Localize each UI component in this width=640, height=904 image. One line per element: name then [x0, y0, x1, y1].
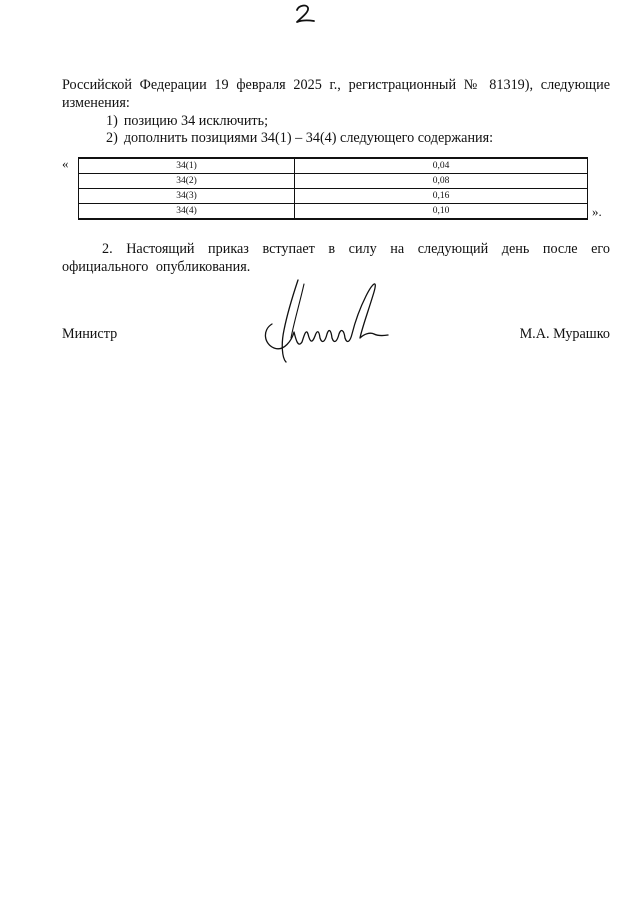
intro-paragraph: Российской Федерации 19 февраля 2025 г., регистрационный № 81319), следующие изменения: [62, 77, 610, 111]
change-item-2 [106, 129, 493, 147]
table-cell-position: 34(2) [79, 174, 295, 189]
change-item-text: позицию 34 исключить; [123, 113, 269, 129]
table-cell-value: 0,16 [295, 189, 588, 204]
closing-quote: ». [592, 204, 602, 219]
signature-block [62, 326, 610, 346]
table-cell-position: 34(3) [79, 189, 295, 204]
change-item-1 [106, 112, 268, 130]
change-item-text: дополнить позициями 34(1) – 34(4) следующего содержания: [123, 130, 494, 146]
table-cell-value: 0,08 [295, 174, 588, 189]
change-item-number: 2) [106, 130, 118, 146]
table-cell-position: 34(4) [79, 204, 295, 220]
table-cell-value: 0,04 [295, 158, 588, 174]
signer-title: Министр [62, 326, 118, 342]
table-cell-position: 34(1) [79, 158, 295, 174]
table-row [79, 158, 588, 174]
table-row [79, 174, 588, 189]
handwritten-signature [258, 272, 398, 368]
signature-icon [258, 272, 398, 368]
signer-name: М.А. Мурашко [519, 326, 610, 342]
table-cell-value: 0,10 [295, 204, 588, 220]
change-item-number: 1) [106, 113, 118, 129]
amendment-table [78, 157, 588, 220]
page-number-glyph-icon [290, 2, 320, 26]
handwritten-page-number [290, 2, 320, 26]
table-row [79, 204, 588, 220]
table-row [79, 189, 588, 204]
clause-2-paragraph: 2. Настоящий приказ вступает в силу на следующий день после его официального опубликования. [62, 241, 610, 275]
opening-quote: « [62, 156, 69, 171]
